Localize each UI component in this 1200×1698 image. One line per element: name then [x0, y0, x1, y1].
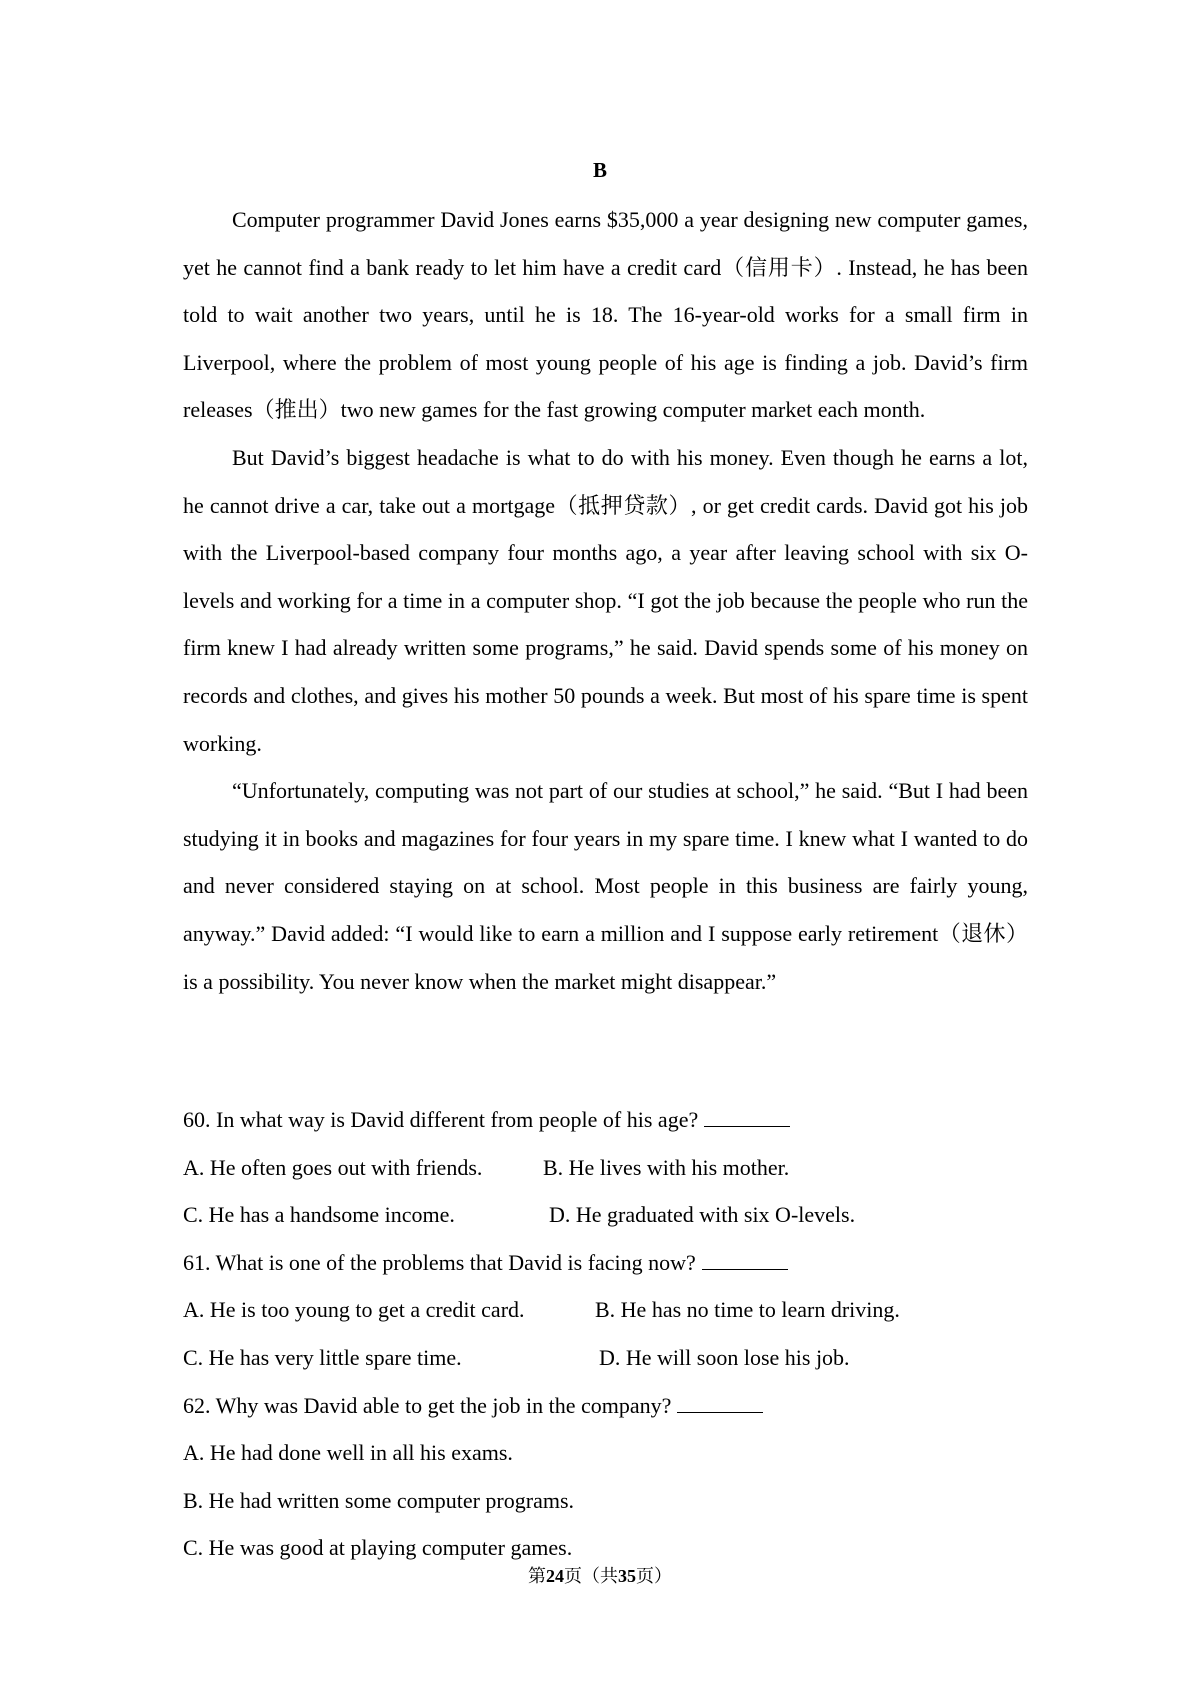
option-row — [183, 1191, 1028, 1239]
passage-paragraph: But David’s biggest headache is what to do with his money. Even though he earns a lot, he cannot drive a car, take out a mortgage（抵押贷款）, or get credit cards. David got his job with the Liverpool-based company four months ago, a year after leaving school with six O-levels and working for a time in a computer shop. “I got the job because the people who run the firm knew I had already written some programs,” he said. David spends some of his money on records and clothes, and gives his mother 50 pounds a week. But most of his spare time is spent working. — [183, 444, 1028, 756]
page-footer — [0, 1564, 1200, 1588]
option-b: B. He had written some computer programs. — [183, 1487, 575, 1513]
question-list — [183, 1096, 1028, 1572]
footer-middle: 页（共 — [564, 1566, 618, 1586]
option-row — [183, 1286, 1028, 1334]
option-row — [183, 1334, 1028, 1382]
option-a: A. He is too young to get a credit card. — [183, 1297, 525, 1323]
section-heading: B — [592, 158, 607, 182]
option-d: D. He graduated with six O-levels. — [549, 1202, 856, 1228]
option-b: B. He lives with his mother. — [543, 1154, 790, 1180]
answer-blank — [702, 1249, 788, 1270]
footer-prefix: 第 — [528, 1566, 546, 1586]
total-page-count: 35 — [618, 1566, 636, 1586]
question-text: 61. What is one of the problems that David is facing now? — [183, 1249, 696, 1275]
question-text: 60. In what way is David different from people of his age? — [183, 1107, 699, 1132]
option-c: C. He has very little spare time. — [183, 1344, 462, 1370]
reading-passage — [183, 196, 1028, 1005]
footer-suffix: 页） — [636, 1566, 672, 1586]
option-a: A. He had done well in all his exams. — [183, 1440, 513, 1466]
answer-blank — [704, 1106, 790, 1127]
option-c: C. He has a handsome income. — [183, 1202, 455, 1228]
option-row — [183, 1429, 1028, 1477]
question-stem — [183, 1382, 1028, 1430]
answer-blank — [677, 1392, 763, 1413]
option-c: C. He was good at playing computer games. — [183, 1535, 573, 1561]
option-row — [183, 1477, 1028, 1525]
option-row — [183, 1144, 1028, 1192]
question-stem — [183, 1096, 1028, 1144]
question-stem — [183, 1239, 1028, 1287]
current-page-number: 24 — [546, 1566, 564, 1586]
passage-paragraph: “Unfortunately, computing was not part of our studies at school,” he said. “But I had been studying it in books and magazines for four years in my spare time. I knew what I wanted to do and never considered staying on at school. Most people in this business are fairly young, anyway.” David added: “I would like to earn a million and I suppose early retirement（退休）is a possibility. You never know when the market might disappear.” — [183, 778, 1028, 994]
option-b: B. He has no time to learn driving. — [595, 1297, 900, 1323]
question-text: 62. Why was David able to get the job in the company? — [183, 1392, 672, 1418]
option-a: A. He often goes out with friends. — [183, 1154, 483, 1180]
passage-paragraph: Computer programmer David Jones earns $35,000 a year designing new computer games, yet he cannot find a bank ready to let him have a credit card（信用卡）. Instead, he has been told to wait another two years, until he is 18. The 16-year-old works for a small firm in Liverpool, where the problem of most young people of his age is finding a job. David’s firm releases（推出）two new games for the fast growing computer market each month. — [183, 207, 1028, 423]
option-d: D. He will soon lose his job. — [599, 1344, 850, 1370]
